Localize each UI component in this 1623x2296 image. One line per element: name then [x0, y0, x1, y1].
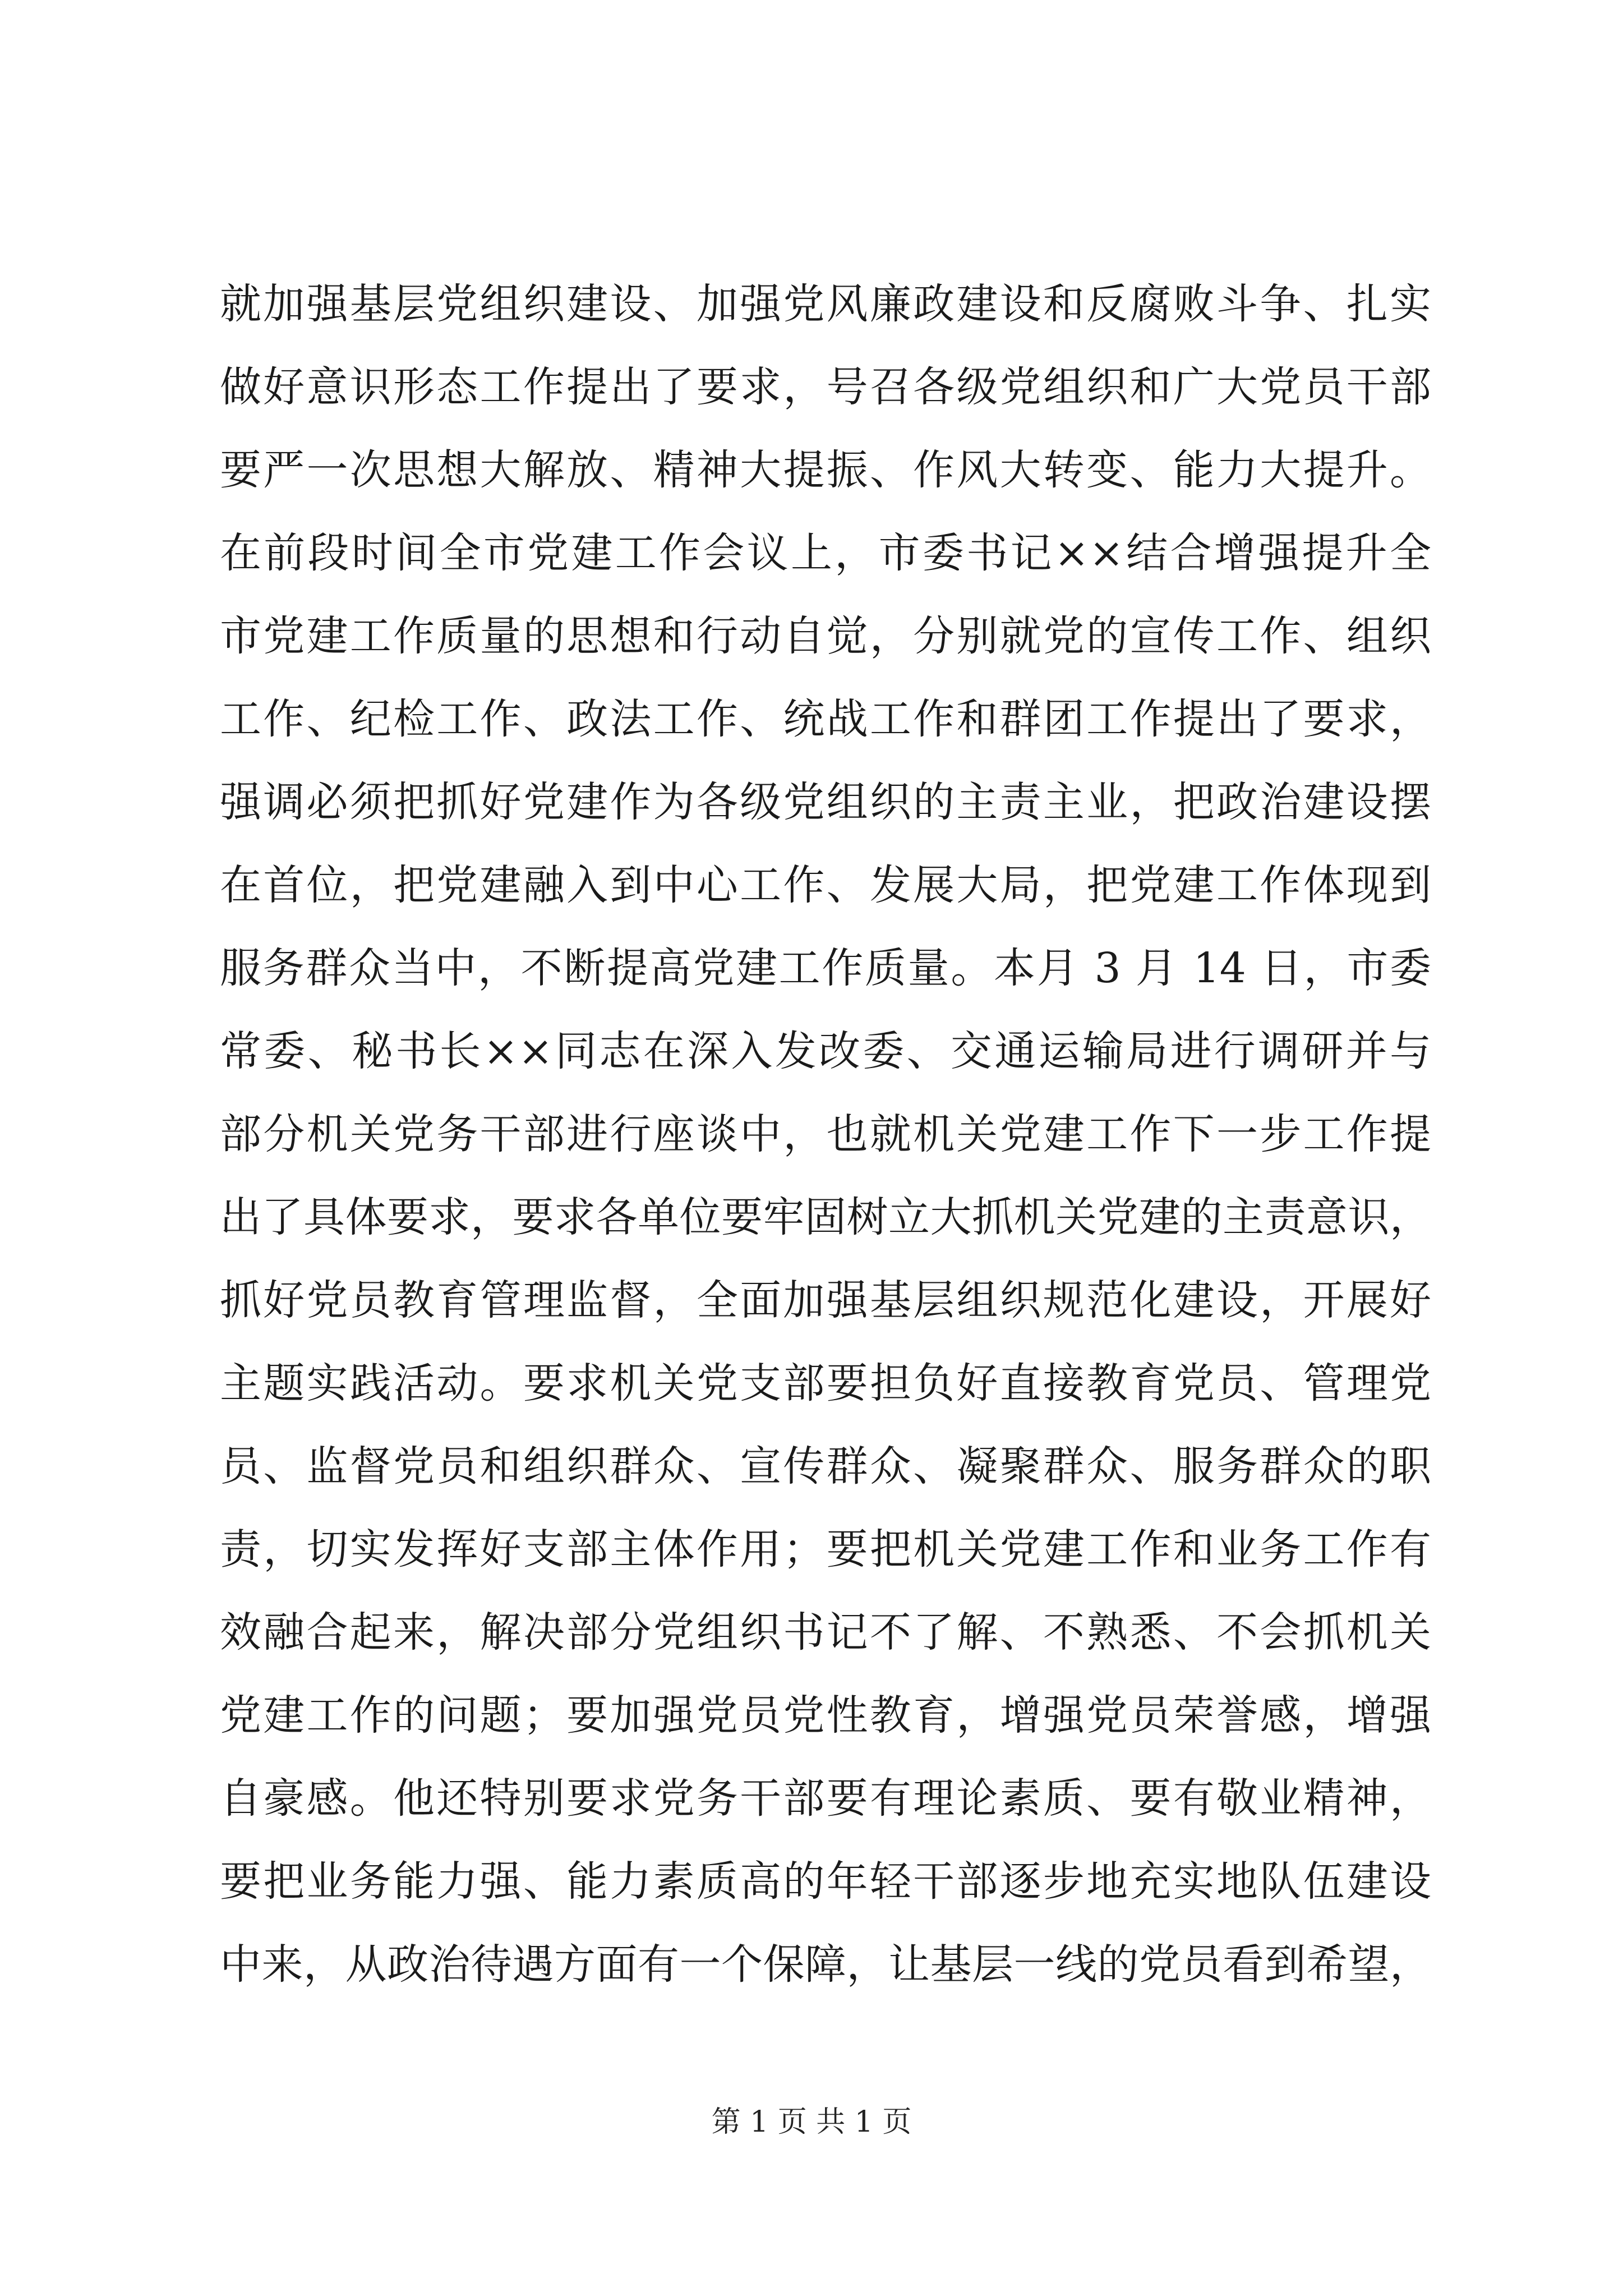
body-text: [220, 263, 1431, 2006]
text-line: 强调必须把抓好党建作为各级党组织的主责主业，把政治建设摆: [220, 778, 1431, 826]
text-line: 常委、秘书长××同志在深入发改委、交通运输局进行调研并与: [220, 1027, 1431, 1075]
text-line: 市党建工作质量的思想和行动自觉，分别就党的宣传工作、组织: [220, 612, 1431, 660]
text-line: 要严一次思想大解放、精神大提振、作风大转变、能力大提升。: [220, 446, 1431, 494]
text-line: 员、监督党员和组织群众、宣传群众、凝聚群众、服务群众的职: [220, 1442, 1431, 1490]
text-line: 主题实践活动。要求机关党支部要担负好直接教育党员、管理党: [220, 1359, 1431, 1407]
page-footer: 第 1 页 共 1 页: [711, 2105, 912, 2139]
text-line: 做好意识形态工作提出了要求，号召各级党组织和广大党员干部: [220, 363, 1431, 411]
text-line: 部分机关党务干部进行座谈中，也就机关党建工作下一步工作提: [220, 1110, 1431, 1158]
text-line: 自豪感。他还特别要求党务干部要有理论素质、要有敬业精神，: [220, 1774, 1431, 1823]
text-line: 出了具体要求，要求各单位要牢固树立大抓机关党建的主责意识，: [220, 1193, 1431, 1241]
text-line: 就加强基层党组织建设、加强党风廉政建设和反腐败斗争、扎实: [220, 280, 1431, 328]
text-line: 责，切实发挥好支部主体作用；要把机关党建工作和业务工作有: [220, 1525, 1431, 1573]
text-line: 服务群众当中，不断提高党建工作质量。本月 3 月 14 日，市委: [220, 944, 1431, 992]
text-line: 在前段时间全市党建工作会议上，市委书记××结合增强提升全: [220, 529, 1431, 577]
text-line: 要把业务能力强、能力素质高的年轻干部逐步地充实地队伍建设: [220, 1857, 1431, 1906]
text-line: 工作、纪检工作、政法工作、统战工作和群团工作提出了要求，: [220, 695, 1431, 743]
text-line: 中来，从政治待遇方面有一个保障，让基层一线的党员看到希望，: [220, 1940, 1431, 1989]
text-line: 效融合起来，解决部分党组织书记不了解、不熟悉、不会抓机关: [220, 1608, 1431, 1657]
text-line: 在首位，把党建融入到中心工作、发展大局，把党建工作体现到: [220, 861, 1431, 909]
text-line: 党建工作的问题；要加强党员党性教育，增强党员荣誉感，增强: [220, 1691, 1431, 1740]
text-line: 抓好党员教育管理监督，全面加强基层组织规范化建设，开展好: [220, 1276, 1431, 1324]
